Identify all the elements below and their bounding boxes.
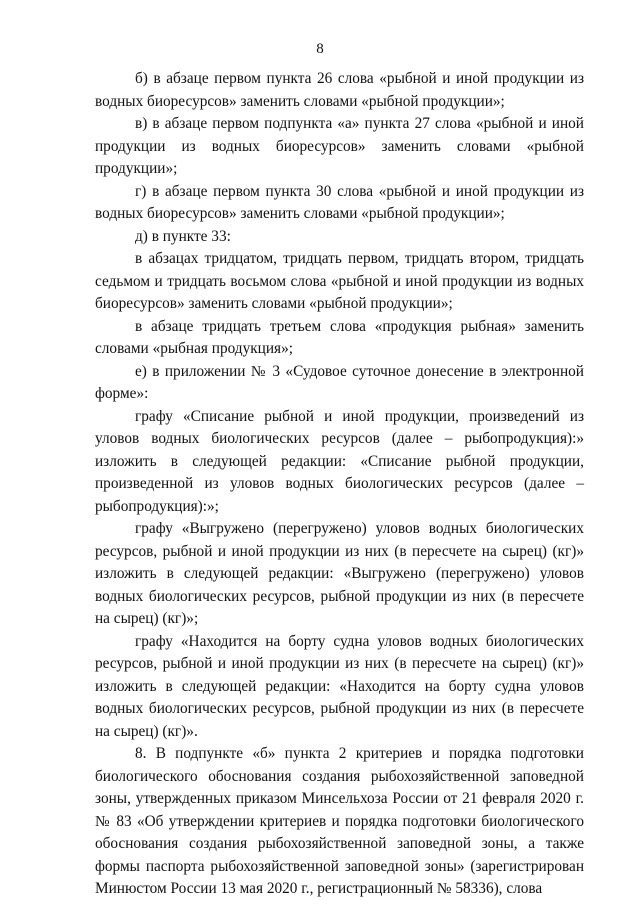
paragraph-amendment-g: г) в абзаце первом пункта 30 слова «рыбной и иной продукции из водных биоресурсов» заменить словами «рыбной продукции»; <box>95 182 584 222</box>
paragraph-amendment-b: б) в абзаце первом пункта 26 слова «рыбной и иной продукции из водных биоресурсов» заменить словами «рыбной продукции»; <box>95 70 584 110</box>
paragraph-amendment-d: д) в пункте 33: <box>135 227 231 245</box>
paragraph-amendment-v: в) в абзаце первом подпункта «а» пункта 27 слова «рыбной и иной продукции из водных биоресурсов» заменить словами «рыбной продукции»; <box>95 115 584 177</box>
paragraph-column-on-board: графу «Находится на борту судна уловов водных биологических ресурсов, рыбной и иной продукции из них (в пересчете на сырец) (кг)» изложить в следующей редакции: «Находится на борту судна уловов водных биологических ресурсов, рыбной продукции из них (в пересчете на сырец) (кг)». <box>95 632 584 740</box>
document-body <box>95 68 584 901</box>
paragraph-amendment-d-1: в абзацах тридцатом, тридцать первом, тридцать втором, тридцать седьмом и тридцать восьмом слова «рыбной и иной продукции из водных биоресурсов» заменить словами «рыбной продукции»; <box>95 250 584 312</box>
paragraph-column-unloaded: графу «Выгружено (перегружено) уловов водных биологических ресурсов, рыбной и иной продукции из них (в пересчете на сырец) (кг)» изложить в следующей редакции: «Выгружено (перегружено) уловов водных биологических ресурсов, рыбной продукции из них (в пересчете на сырец) (кг)»; <box>95 520 584 627</box>
page-number: 8 <box>316 41 324 57</box>
paragraph-column-write-off: графу «Списание рыбной и иной продукции, произведений из уловов водных биологических ресурсов (далее – рыбопродукция):» изложить в следующей редакции: «Списание рыбной продукции, произведенной из уловов водных биологических ресурсов (далее – рыбопродукция):»; <box>95 407 584 515</box>
paragraph-amendment-d-2: в абзаце тридцать третьем слова «продукция рыбная» заменить словами «рыбная продукция»; <box>95 317 584 357</box>
paragraph-amendment-e: е) в приложении № 3 «Судовое суточное донесение в электронной форме»: <box>95 362 584 402</box>
paragraph-item-8: 8. В подпункте «б» пункта 2 критериев и порядка подготовки биологического обоснования создания рыбохозяйственной заповедной зоны, утвержденных приказом Минсельхоза России от 21 февраля 2020 г. № 83 «Об утверждении критериев и порядка подготовки биологического обоснования создания рыбохозяйственной заповедной зоны, а также формы паспорта рыбохозяйственной заповедной зоны» (зарегистрирован Минюстом России 13 мая 2020 г., регистрационный № 58336), слова <box>95 745 584 897</box>
